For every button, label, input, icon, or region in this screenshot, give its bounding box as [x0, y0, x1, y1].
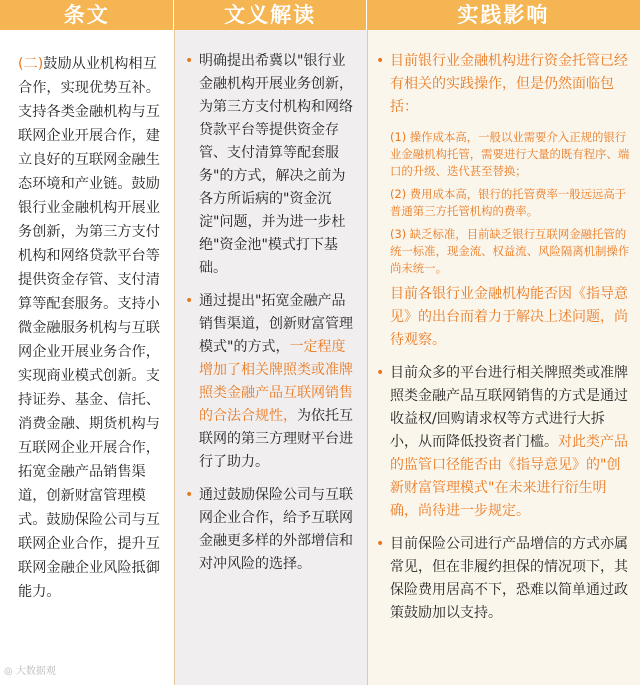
practice-subitem: (1) 操作成本高，一般以业需要介入正规的银行业金融机构托管，需要进行大量的既有程序、端口的升级、迭代甚至替换；: [390, 130, 630, 178]
practice-item: • 目前保险公司进行产品增信的方式亦属常见，但在非履约担保的情况项下，其保险费用居高不下，恐难以简单通过政策鼓励加以支持。: [376, 533, 632, 625]
practice-column: [368, 30, 640, 685]
header-practice: 实践影响: [366, 0, 640, 30]
bullet-icon: •: [376, 365, 385, 381]
bullet-icon: •: [185, 293, 194, 309]
article-number: (二): [18, 56, 44, 72]
practice-item: • 目前银行业金融机构进行资金托管已经有相关的实践操作，但是仍然面临包括：: [376, 50, 632, 119]
article-column: [0, 30, 174, 685]
header-article: 条文: [63, 3, 110, 27]
interpretation-item: • 通过鼓励保险公司与互联网企业合作，给予互联网金融更多样的外部增信和对冲风险的选择。: [185, 484, 359, 576]
highlighted-text: 对此类产品的监管口径能否由《指导意见》的"创新财富管理模式"在未来进行衍生明确，尚待进一步规定。: [390, 434, 628, 519]
table-header: [0, 0, 640, 30]
practice-note: 目前各银行业金融机构能否因《指导意见》的出台而着力于解决上述问题，尚待观察。: [390, 286, 628, 348]
header-interpretation: 文义解读: [173, 0, 365, 30]
practice-subitem: (2) 费用成本高，银行的托管费率一般远远高于普通第三方托管机构的费率。: [390, 187, 627, 218]
watermark: ◎ 大数据观: [4, 666, 56, 677]
practice-subitem: (3) 缺乏标准，目前缺乏银行互联网金融托管的统一标准，现金流、权益流、风险隔离机制操作尚未统一。: [390, 227, 630, 275]
article-text: [18, 52, 164, 604]
bullet-icon: •: [185, 487, 194, 503]
bullet-icon: •: [185, 53, 194, 69]
bullet-icon: •: [376, 53, 385, 69]
article-body: 鼓励从业机构相互合作，实现优势互补。支持各类金融机构与互联网企业开展合作，建立良好的互联网金融生态环境和产业链。鼓励银行业金融机构开展业务创新，为第三方支付机构和网络贷款平台等提供资金存管、支付清算等配套服务。支持小微金融服务机构与互联网企业开展业务合作，实现商业模式创新。支持证券、基金、信托、消费金融、期货机构与互联网企业开展合作，拓宽金融产品销售渠道，创新财富管理模式。鼓励保险公司与互联网企业合作，提升互联网金融企业风险抵御能力。: [18, 56, 160, 600]
interpretation-item: • 明确提出希冀以"银行业金融机构开展业务创新，为第三方支付机构和网络贷款平台等提供资金存管、支付清算等配套服务"的方式，解决之前为各方所诟病的"资金沉淀"问题，并为进一步杜绝"资金池"模式打下基础。: [185, 50, 359, 280]
practice-item: • 目前众多的平台进行相关牌照类或准牌照类金融产品互联网销售的方式是通过收益权/回购请求权等方式进行大拆小，从而降低投资者门槛。对此类产品的监管口径能否由《指导意见》的"创新财富管理模式"在未来进行衍生明确，尚待进一步规定。: [376, 362, 632, 523]
highlighted-text: 一定程度增加了相关牌照类或准牌照类金融产品互联网销售的合法合规性，: [199, 339, 353, 424]
interpretation-item: • 通过提出"拓宽金融产品销售渠道，创新财富管理模式"的方式，一定程度增加了相关牌照类或准牌照类金融产品互联网销售的合法合规性，为依托互联网的第三方理财平台进行了助力。: [185, 290, 359, 474]
bullet-icon: •: [376, 536, 385, 552]
interpretation-column: [175, 30, 367, 685]
weibo-icon: ◎: [4, 666, 13, 677]
